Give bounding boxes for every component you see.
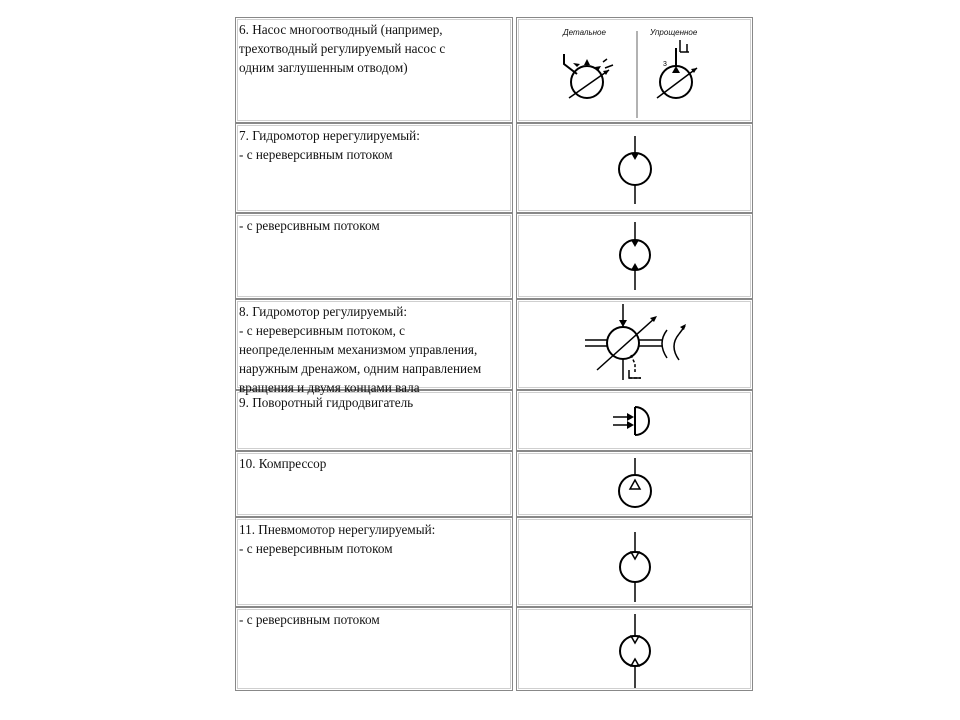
description-cell [235,517,513,607]
symbol-cell [516,213,753,299]
description-cell [235,213,513,299]
table-row [235,517,753,607]
row-description: 9. Поворотный гидродвигатель [239,395,414,410]
svg-text:3: 3 [663,61,667,68]
symbol-cell [516,607,753,691]
label-simplified: Упрощенное [650,28,698,37]
adjustable-hydromotor-symbol [517,300,754,391]
row-description: 7. Гидромотор нерегулируемый: - с нереверсивным потоком [239,128,420,162]
row-description: 11. Пневмомотор нерегулируемый: - с нереверсивным потоком [239,522,436,556]
table-row [235,299,753,395]
row-description: - с реверсивным потоком [239,218,380,233]
symbol-cell [516,517,753,607]
table-row [235,17,753,123]
description-cell [235,123,513,213]
label-detailed: Детальное [563,28,606,37]
symbol-cell [516,123,753,213]
table-row [235,213,753,299]
row-description: - с реверсивным потоком [239,612,380,627]
row-description: 8. Гидромотор регулируемый: - с нереверсивным потоком, с неопределенным механизмом управления, наружным дренажом, одним направлением вращения и двумя концами вала [239,304,482,395]
table-row [235,390,753,451]
hydromotor-reversible-symbol [517,214,754,300]
row-description: 6. Насос многоотводный (например, трехотводный регулируемый насос с одним заглушенным отводом) [239,22,446,75]
description-cell [235,17,513,123]
pneumomotor-nonreversible-symbol [517,518,754,608]
rotary-actuator-symbol [517,391,754,452]
description-cell [235,390,513,451]
table-row [235,123,753,213]
row-description: 10. Компрессор [239,456,327,471]
table-row [235,607,753,691]
compressor-symbol [517,452,754,518]
pneumomotor-reversible-symbol [517,608,754,692]
symbol-cell [516,451,753,517]
description-cell [235,451,513,517]
multi-outlet-pump-symbol [517,18,754,124]
table-row [235,451,753,517]
description-cell [235,607,513,691]
symbol-cell [516,390,753,451]
description-cell [235,299,513,395]
symbol-cell [516,299,753,390]
hydromotor-nonreversible-symbol [517,124,754,214]
symbol-cell [516,17,753,123]
